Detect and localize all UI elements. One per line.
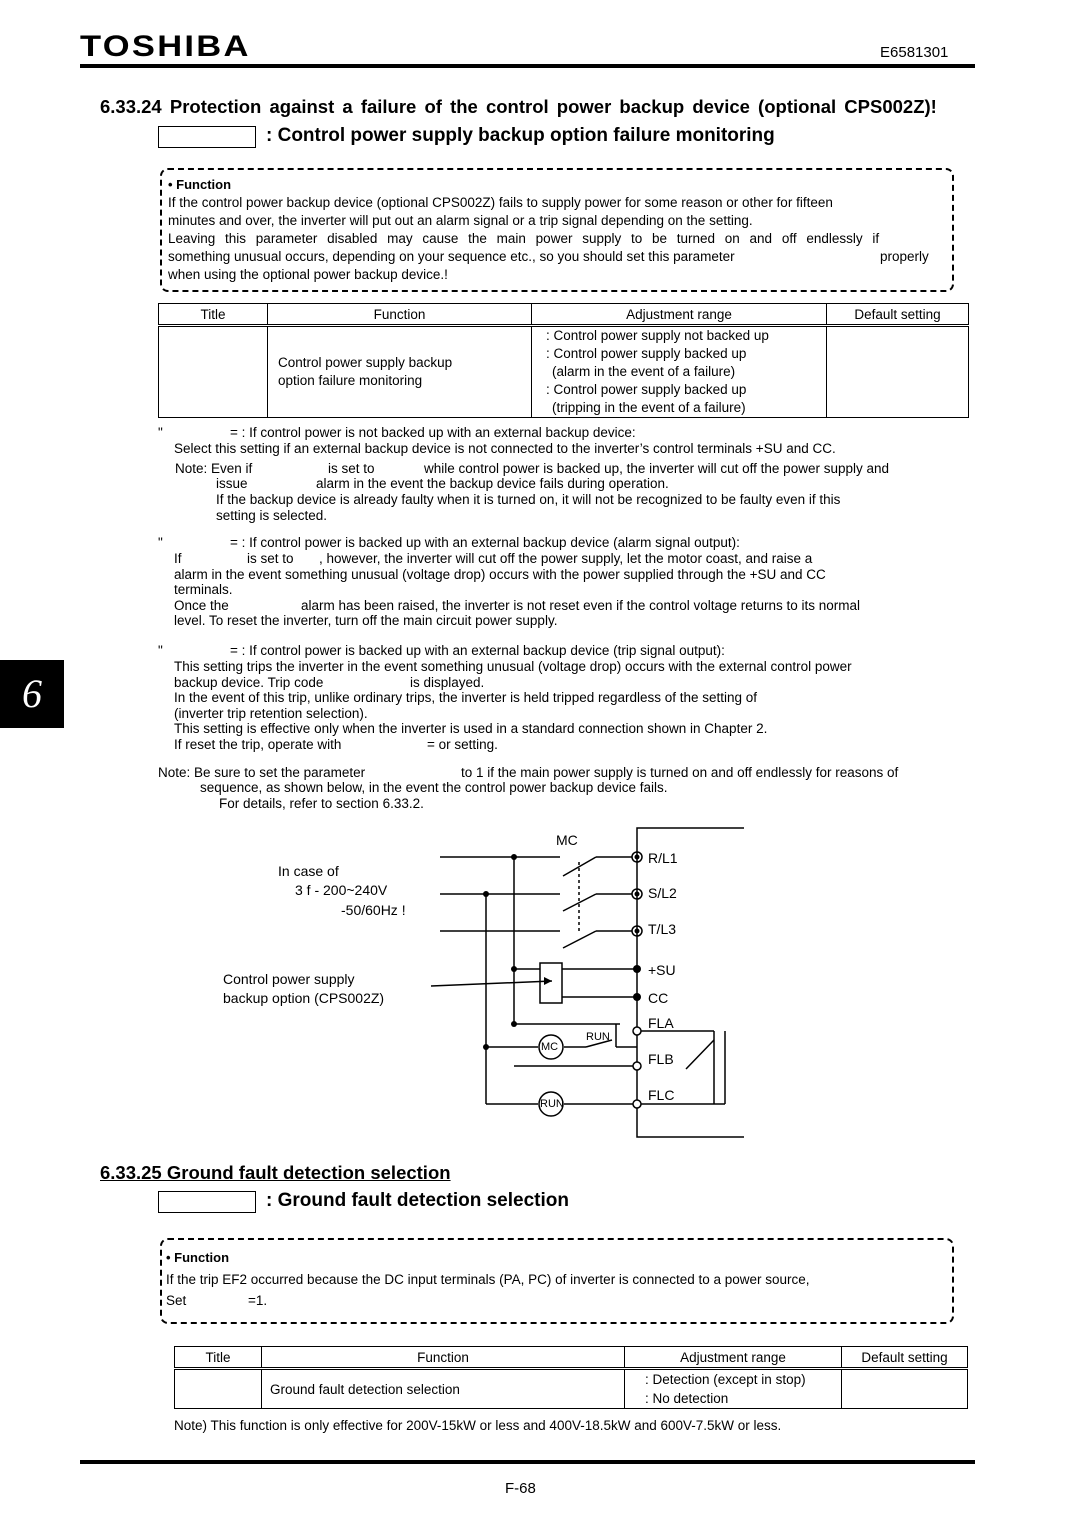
- setting-0-text: Select this setting if an external backup device is not connected to the inverter’s control terminals +SU and CC.: [174, 441, 836, 456]
- note-text: sequence, as shown below, in the event the control power backup device fails.: [200, 780, 668, 795]
- setting-2-text: is displayed.: [410, 675, 485, 690]
- cell-default: [842, 1369, 968, 1409]
- terminal-t-l3: T/L3: [648, 921, 677, 937]
- parameter-title: : Ground fault detection selection: [266, 1190, 569, 1211]
- bullet-mark: ": [158, 535, 163, 550]
- coil-run-label: RUN: [540, 1098, 564, 1110]
- section-heading-6-33-24: 6.33.24 Protection against a failure of the control power backup device (optional CPS002Z)!: [100, 96, 937, 117]
- function-description: If the trip EF2 occurred because the DC input terminals (PA, PC) of inverter is connected to a power source,: [166, 1272, 810, 1287]
- terminal-flc: FLC: [648, 1087, 675, 1103]
- run-contact-label: RUN: [586, 1031, 610, 1043]
- section-heading-6-33-25: 6.33.25 Ground fault detection selection: [100, 1162, 451, 1183]
- parameter-title: : Control power supply backup option failure monitoring: [266, 125, 775, 146]
- note-label: Note: Even if: [175, 461, 253, 476]
- note-text: alarm in the event the backup device fails during operation.: [316, 476, 669, 491]
- cell-function: Control power supply backup option failure monitoring: [268, 326, 532, 418]
- function-title: • Function: [166, 1250, 230, 1265]
- col-title: Title: [175, 1347, 262, 1369]
- chapter-tab: 6: [0, 660, 64, 728]
- function-description: Set: [166, 1293, 187, 1308]
- cell-range: : Detection (except in stop) : No detection: [625, 1369, 842, 1409]
- col-default: Default setting: [827, 304, 969, 326]
- backup-label: backup option (CPS002Z): [223, 990, 385, 1006]
- terminal-su: +SU: [648, 962, 676, 978]
- terminal-r-l1: R/L1: [648, 850, 678, 866]
- cell-title: [175, 1369, 262, 1409]
- coil-mc-label: MC: [541, 1041, 559, 1053]
- setting-1-heading: = : If control power is backed up with an external backup device (alarm signal output):: [230, 535, 740, 550]
- note-text: If the backup device is already faulty when it is turned on, it will not be recognized to be faulty even if this: [216, 492, 841, 507]
- terminal-s-l2: S/L2: [648, 885, 677, 901]
- supply-label: In case of: [278, 863, 339, 879]
- setting-2-text: backup device. Trip code: [174, 675, 324, 690]
- setting-2-heading: = : If control power is backed up with an external backup device (trip signal output):: [230, 643, 725, 658]
- backup-label: Control power supply: [223, 971, 355, 987]
- setting-2-text: In the event of this trip, unlike ordinary trips, the inverter is held tripped regardless of the setting of: [174, 690, 758, 705]
- setting-1-text: is set to: [247, 551, 294, 566]
- note-text: to 1 if the main power supply is turned on and off endlessly for reasons of: [461, 765, 899, 780]
- setting-2-text: This setting is effective only when the inverter is used in a standard connection shown in Chapter 2.: [174, 721, 768, 736]
- bullet-mark: ": [158, 643, 163, 658]
- setting-1-text: level. To reset the inverter, turn off the main circuit power supply.: [174, 613, 558, 628]
- note-text: For details, refer to section 6.33.2.: [219, 796, 424, 811]
- setting-2-text: = or setting.: [427, 737, 498, 752]
- note-text: setting is selected.: [216, 508, 328, 523]
- setting-1-text: terminals.: [174, 582, 233, 597]
- cell-function: Ground fault detection selection: [262, 1369, 625, 1409]
- parameter-table: [174, 1346, 968, 1409]
- note-text: is set to: [328, 461, 375, 476]
- supply-voltage: 3 f - 200~240V: [295, 882, 388, 898]
- col-range: Adjustment range: [532, 304, 827, 326]
- note-text: while control power is backed up, the inverter will cut off the power supply and: [424, 461, 889, 476]
- setting-2-text: If reset the trip, operate with: [174, 737, 342, 752]
- toshiba-logo: TOSHIBA: [80, 30, 251, 63]
- terminal-cc: CC: [648, 990, 669, 1006]
- mc-label: MC: [556, 832, 578, 848]
- function-title: • Function: [168, 177, 232, 192]
- setting-1-text: , however, the inverter will cut off the power supply, let the motor coast, and raise a: [319, 551, 813, 566]
- terminal-fla: FLA: [648, 1015, 674, 1031]
- col-function: Function: [262, 1347, 625, 1369]
- supply-frequency: -50/60Hz !: [341, 902, 406, 918]
- parameter-code-box: [158, 1191, 256, 1213]
- setting-1-text: If: [174, 551, 182, 566]
- col-title: Title: [159, 304, 268, 326]
- function-description: =1.: [248, 1293, 268, 1308]
- setting-1-text: alarm has been raised, the inverter is not reset even if the control voltage returns to its normal: [301, 598, 861, 613]
- setting-1-text: Once the: [174, 598, 229, 613]
- col-function: Function: [268, 304, 532, 326]
- note-label: Note: Be sure to set the parameter: [158, 765, 366, 780]
- col-range: Adjustment range: [625, 1347, 842, 1369]
- setting-2-text: This setting trips the inverter in the event something unusual (voltage drop) occurs with the external control power: [174, 659, 852, 674]
- col-default: Default setting: [842, 1347, 968, 1369]
- function-description: If the control power backup device (optional CPS002Z) fails to supply power for some reason or other for fifteen minutes and over, the inverter will put out an alarm signal or a trip signal depending on the setting. Leaving this parameter disabled may cause the main power supply to be turned on and off endlessly if something unusual occurs, depending on your sequence etc., so you should set this parameter properly when using the optional power backup device.!: [168, 195, 929, 282]
- setting-2-text: (inverter trip retention selection).: [174, 706, 368, 721]
- section-note: Note) This function is only effective for 200V-15kW or less and 400V-18.5kW and 600V-7.5kW or less.: [174, 1418, 782, 1433]
- terminal-flb: FLB: [648, 1051, 674, 1067]
- note-text: issue: [216, 476, 248, 491]
- page-number: F-68: [505, 1480, 536, 1497]
- setting-0-heading: = : If control power is not backed up with an external backup device:: [230, 425, 636, 440]
- cell-range: : Control power supply not backed up : Control power supply backed up (alarm in the event of a failure) : Control power supply backed up (tripping in the event of a failure): [532, 326, 827, 418]
- document-id: E6581301: [880, 44, 949, 61]
- bullet-mark: ": [158, 425, 163, 440]
- setting-1-text: alarm in the event something unusual (voltage drop) occurs with the power supplied through the +SU and CC: [174, 567, 826, 582]
- table-row: [175, 1369, 968, 1409]
- footer-rule: [80, 1460, 975, 1464]
